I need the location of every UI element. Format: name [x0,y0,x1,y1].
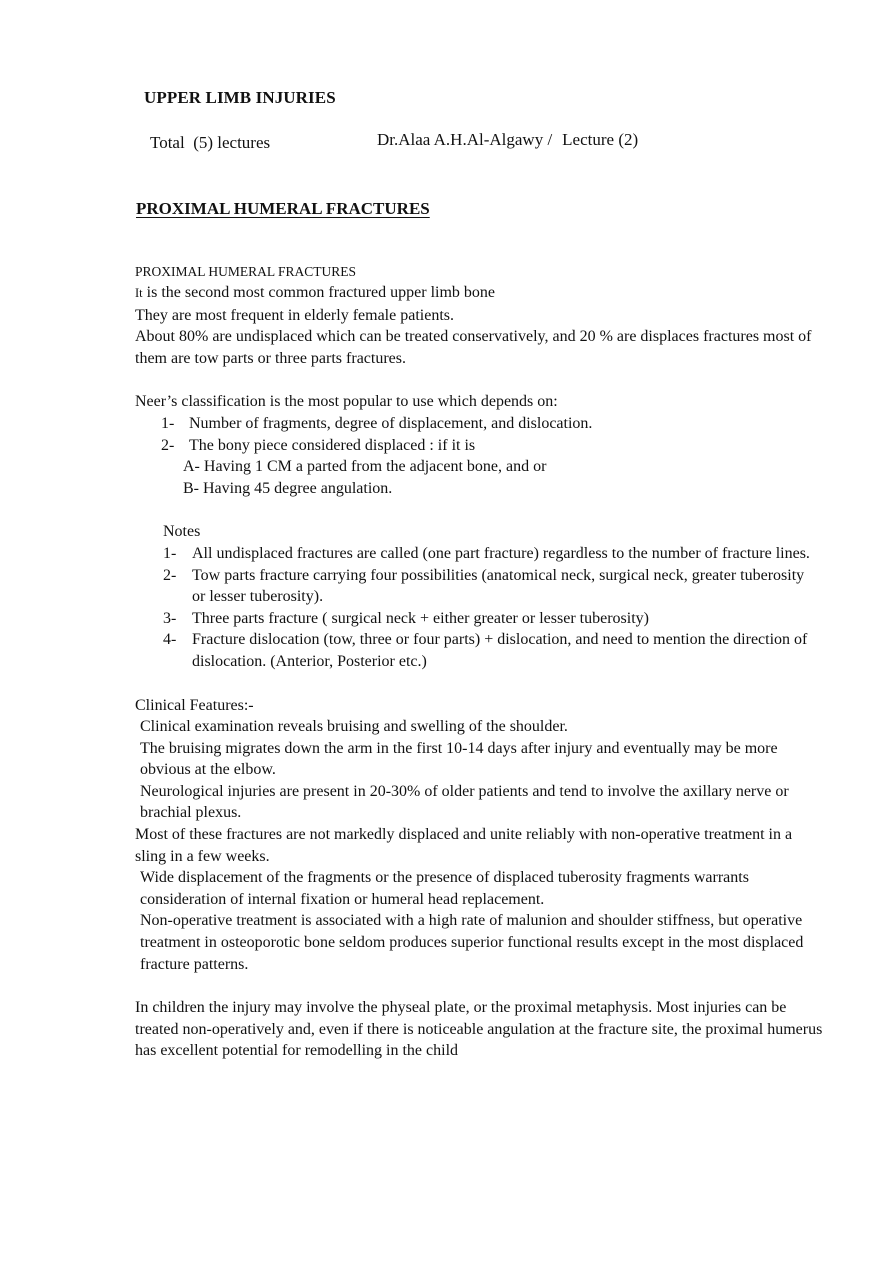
intro-line-1 [135,282,825,305]
clinical-heading: Clinical Features:- [135,696,254,714]
lecture-count: Total (5) lectures [150,133,271,152]
list-item [161,413,825,435]
list-text: The bony piece considered displaced : if it is [189,436,476,454]
lecture-number: Lecture (2) [562,130,639,149]
sub-item: B- Having 45 degree angulation. [183,479,393,497]
spacer [135,499,825,521]
neer-sub-list [135,456,825,499]
clinical-paragraph: Most of these fractures are not markedly displaced and unite reliably with non-operative treatment in a sling in a few weeks. [135,826,793,865]
intro-line-1-rest: is the second most common fractured upper limb bone [142,284,495,301]
clinical-paragraph: The bruising migrates down the arm in the first 10-14 days after injury and eventually may be more obvious at the elbow. [140,739,778,779]
list-item [163,629,825,672]
list-text: Three parts fracture ( surgical neck + either greater or lesser tuberosity) [192,609,649,627]
list-text: All undisplaced fractures are called (one part fracture) regardless to the number of fracture lines. [192,544,810,562]
notes-list [163,543,825,673]
list-number: 1- [161,414,175,432]
children-paragraph: In children the injury may involve the physeal plate, or the proximal metaphysis. Most injuries can be treated non-operatively and, even if there is noticeable angulation at the fracture site, the proximal humerus has excellent potential for remodelling in the child [135,999,823,1060]
intro-subheading: PROXIMAL HUMERAL FRACTURES [135,264,357,279]
clinical-paragraph: Clinical examination reveals bruising and swelling of the shoulder. [140,718,568,736]
course-title: UPPER LIMB INJURIES [144,88,336,107]
list-number: 4- [163,631,177,649]
neer-list [135,413,825,456]
sub-item: A- Having 1 CM a parted from the adjacent bone, and or [183,458,547,476]
clinical-paragraph: Non-operative treatment is associated with a high rate of malunion and shoulder stiffness, but operative treatment in osteoporotic bone seldom produces superior functional results except in the most displaced fracture patterns. [140,912,804,973]
list-item [161,435,825,457]
list-item [163,543,825,565]
list-number: 3- [163,609,177,627]
author-name: Dr.Alaa A.H.Al-Algawy / [377,130,553,149]
intro-line-3: About 80% are undisplaced which can be treated conservatively, and 20 % are displaces fractures most of them are tow parts or three parts fractures. [135,328,812,367]
list-number: 2- [163,566,177,584]
list-number: 1- [163,544,177,562]
list-text: Fracture dislocation (tow, three or four parts) + dislocation, and need to mention the direction of dislocation. (Anterior, Posterior etc.) [192,631,808,670]
spacer [135,369,825,391]
list-item [163,565,825,608]
clinical-paragraph: Neurological injuries are present in 20-30% of older patients and tend to involve the axillary nerve or brachial plexus. [140,782,789,822]
section-title: PROXIMAL HUMERAL FRACTURES [136,199,430,218]
list-text: Tow parts fracture carrying four possibilities (anatomical neck, surgical neck, greater tuberosity or lesser tuberosity). [192,566,805,606]
clinical-paragraph: Wide displacement of the fragments or the presence of displaced tuberosity fragments warrants consideration of internal fixation or humeral head replacement. [140,869,749,908]
list-text: Number of fragments, degree of displacement, and dislocation. [189,414,593,432]
document-body [135,262,825,1062]
intro-line-1-prefix: It [135,286,143,300]
list-number: 2- [161,436,175,454]
spacer [135,673,825,695]
intro-line-2: They are most frequent in elderly female patients. [135,306,454,324]
neer-intro: Neer’s classification is the most popular to use which depends on: [135,393,558,411]
notes-heading: Notes [163,523,201,541]
spacer [135,975,825,997]
list-item [163,608,825,630]
notes-block [135,521,825,672]
clinical-features [135,695,825,976]
author-line [377,130,638,150]
